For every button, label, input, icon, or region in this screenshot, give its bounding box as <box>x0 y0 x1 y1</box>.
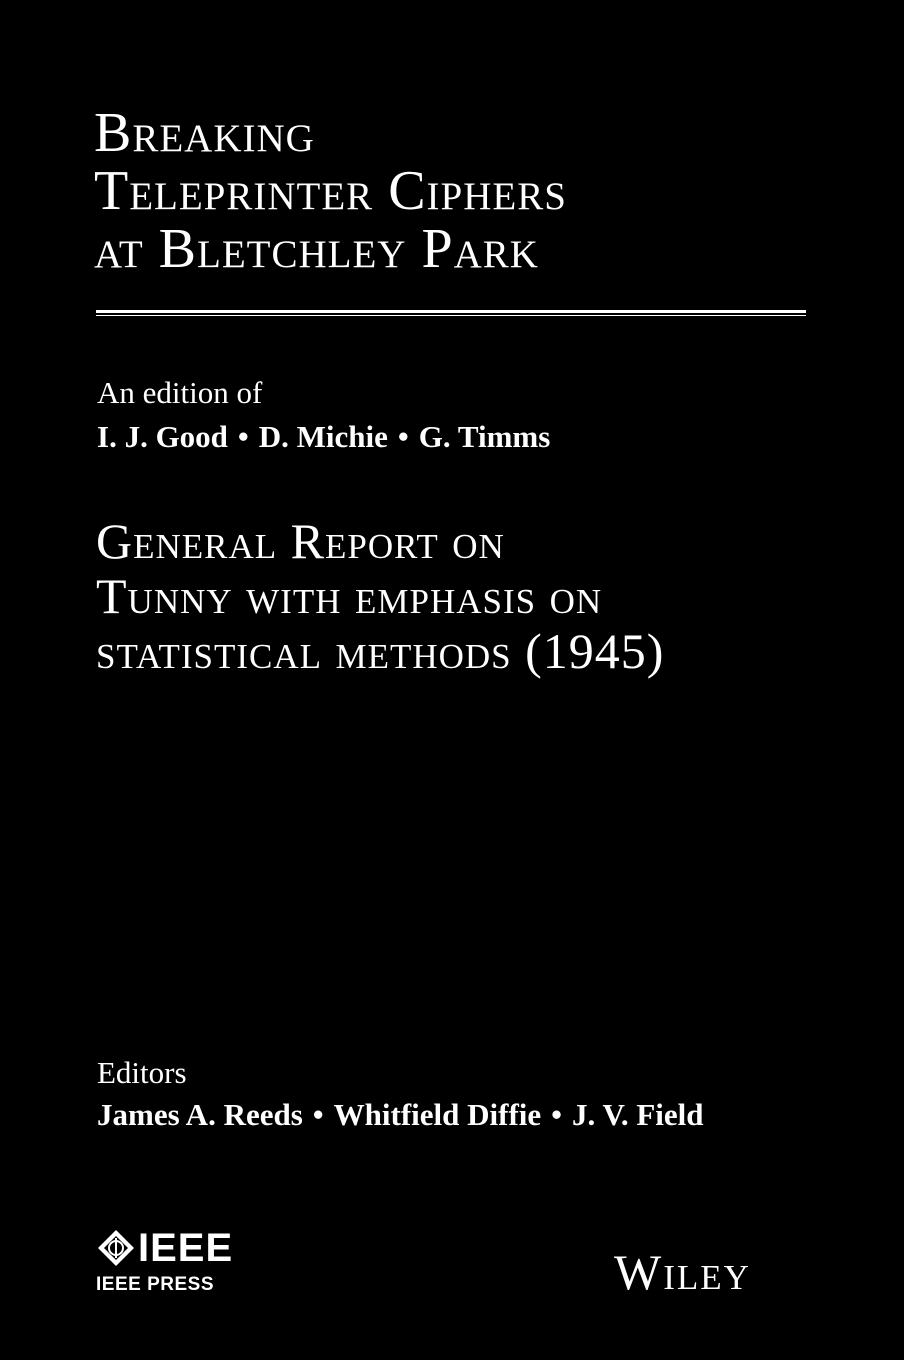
book-title-line-1: Breaking <box>94 102 315 164</box>
title-divider <box>96 310 806 316</box>
report-title-line-1: General Report on <box>96 513 505 569</box>
editor-name: J. V. Field <box>572 1097 704 1132</box>
ieee-wordmark: IEEE <box>138 1226 234 1270</box>
book-title-line-3: at Bletchley Park <box>94 218 539 280</box>
author-name: G. Timms <box>418 419 551 454</box>
original-authors <box>97 418 550 456</box>
author-name: I. J. Good <box>97 419 228 454</box>
book-title-line-2: Teleprinter Ciphers <box>94 160 567 222</box>
ieee-press-label: IEEE PRESS <box>96 1274 214 1295</box>
bullet-separator: • <box>551 1097 563 1132</box>
edition-intro: An edition of <box>97 375 263 410</box>
book-title <box>94 104 567 278</box>
editor-name: Whitfield Diffie <box>333 1097 542 1132</box>
bullet-separator: • <box>397 419 409 454</box>
ieee-diamond-logo-icon <box>96 1228 136 1268</box>
report-title-line-2: Tunny with emphasis on <box>96 568 603 624</box>
editors-label: Editors <box>97 1055 187 1090</box>
editors-list <box>97 1096 704 1134</box>
publisher-wiley-logo: Wiley <box>614 1244 751 1300</box>
ieee-press-logo <box>96 1226 233 1296</box>
bullet-separator: • <box>312 1097 324 1132</box>
editor-name: James A. Reeds <box>97 1097 303 1132</box>
author-name: D. Michie <box>258 419 388 454</box>
report-title-line-3: statistical methods (1945) <box>96 623 665 679</box>
bullet-separator: • <box>237 419 249 454</box>
report-title <box>96 514 664 679</box>
